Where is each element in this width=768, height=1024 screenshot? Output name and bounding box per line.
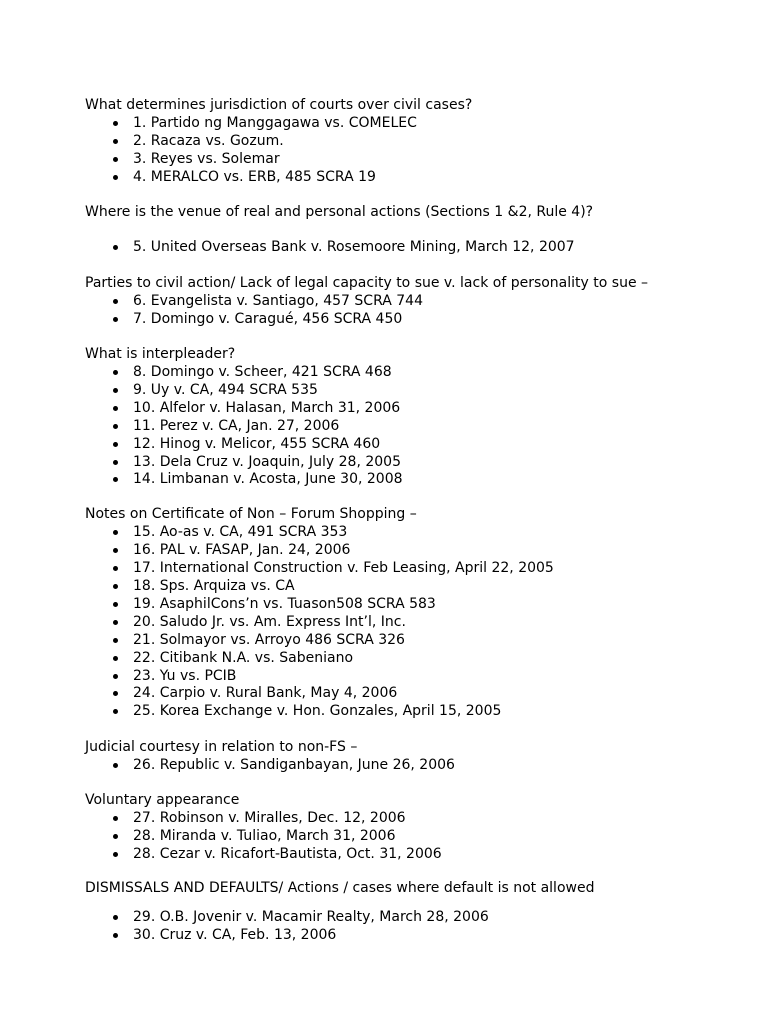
section-heading-forum-shopping: Notes on Certificate of Non – Forum Shopping –: [85, 506, 417, 522]
bullet-icon: [113, 915, 118, 920]
bullet-icon: [113, 139, 118, 144]
bullet-icon: [113, 424, 118, 429]
bullet-icon: [113, 388, 118, 393]
section-heading-venue: Where is the venue of real and personal actions (Sections 1 &2, Rule 4)?: [85, 204, 594, 220]
bullet-icon: [113, 157, 118, 162]
bullet-icon: [113, 121, 118, 126]
document-page: What determines jurisdiction of courts over civil cases? 1. Partido ng Manggagawa vs. COMELEC 2. Racaza vs. Gozum. 3. Reyes vs. Solemar 4. MERALCO vs. ERB, 485 SCRA 19 Where is the venue of real and personal actions (Sections 1 &2, Rule 4)? 5. United Overseas Bank v. Rosemoore Mining, March 12, 2007 Parties to civil action/ Lack of legal capacity to sue v. lack of personality to sue – 6. Evangelista v. Santiago, 457 SCRA 744 7. Domingo v. Caragué, 456 SCRA 450 What is interpleader? 8. Domingo v. Scheer, 421 SCRA 468 9. Uy v. CA, 494 SCRA 535 10. Alfelor v. Halasan, March 31, 2006 11. Perez v. CA, Jan. 27, 2006 12. Hinog v. Melicor, 455 SCRA 460 13. Dela Cruz v. Joaquin, July 28, 2005 14. Limbanan v. Acosta, June 30, 2008 Notes on Certificate of Non – Forum Shopping – 15. Ao-as v. CA, 491 SCRA 353 16. PAL v. FASAP, Jan. 24, 2006 17. International Construction v. Feb Leasing, April 22, 2005 18. Sps. Arquiza vs. CA 19. AsaphilCons’n vs. Tuason508 SCRA 583 20. Saludo Jr. vs. Am. Express Int’l, Inc. 21. Solmayor vs. Arroyo 486 SCRA 326 22. Citibank N.A. vs. Sabeniano 23. Yu vs. PCIB 24. Carpio v. Rural Bank, May 4, 2006 25. Korea Exchange v. Hon. Gonzales, April 15, 2005 Judicial courtesy in relation to non-FS – 26. Republic v. Sandiganbayan, June 26, 2006 Voluntary appearance 27. Robinson v. Miralles, Dec. 12, 2006 28. Miranda v. Tuliao, March 31, 2006 28. Cezar v. Ricafort-Bautista, Oct. 31, 2006 DISMISSALS AND DEFAULTS/ Actions / cases where default is not allowed 29. O.B. Jovenir v. Macamir Realty, March 28, 2006 30. Cruz v. CA, Feb. 13, 2006: [85, 97, 649, 943]
bullet-icon: [113, 691, 118, 696]
bullet-icon: [113, 477, 118, 482]
bullet-icon: [113, 852, 118, 857]
bullet-icon: [113, 299, 118, 304]
bullet-icon: [113, 370, 118, 375]
bullet-icon: [113, 709, 118, 714]
bullet-icon: [113, 656, 118, 661]
bullet-icon: [113, 602, 118, 607]
bullet-icon: [113, 317, 118, 322]
bullet-icon: [113, 674, 118, 679]
bullet-icon: [113, 638, 118, 643]
bullet-icon: [113, 548, 118, 553]
bullet-icon: [113, 406, 118, 411]
bullet-icon: [113, 530, 118, 535]
section-heading-parties: Parties to civil action/ Lack of legal capacity to sue v. lack of personality to sue –: [85, 275, 649, 291]
bullet-icon: [113, 816, 118, 821]
section-heading-voluntary-appearance: Voluntary appearance: [85, 792, 240, 808]
bullet-icon: [113, 442, 118, 447]
section-heading-jurisdiction: What determines jurisdiction of courts over civil cases?: [85, 97, 473, 113]
section-heading-dismissals-defaults: DISMISSALS AND DEFAULTS/ Actions / cases where default is not allowed: [85, 880, 595, 896]
bullet-icon: [113, 933, 118, 938]
bullet-icon: [113, 566, 118, 571]
bullet-icon: [113, 584, 118, 589]
bullet-icon: [113, 175, 118, 180]
bullet-icon: [113, 620, 118, 625]
bullet-icon: [113, 763, 118, 768]
section-heading-interpleader: What is interpleader?: [85, 346, 236, 362]
bullet-icon: [113, 460, 118, 465]
section-heading-judicial-courtesy: Judicial courtesy in relation to non-FS –: [85, 739, 358, 755]
bullet-icon: [113, 245, 118, 250]
bullet-icon: [113, 834, 118, 839]
